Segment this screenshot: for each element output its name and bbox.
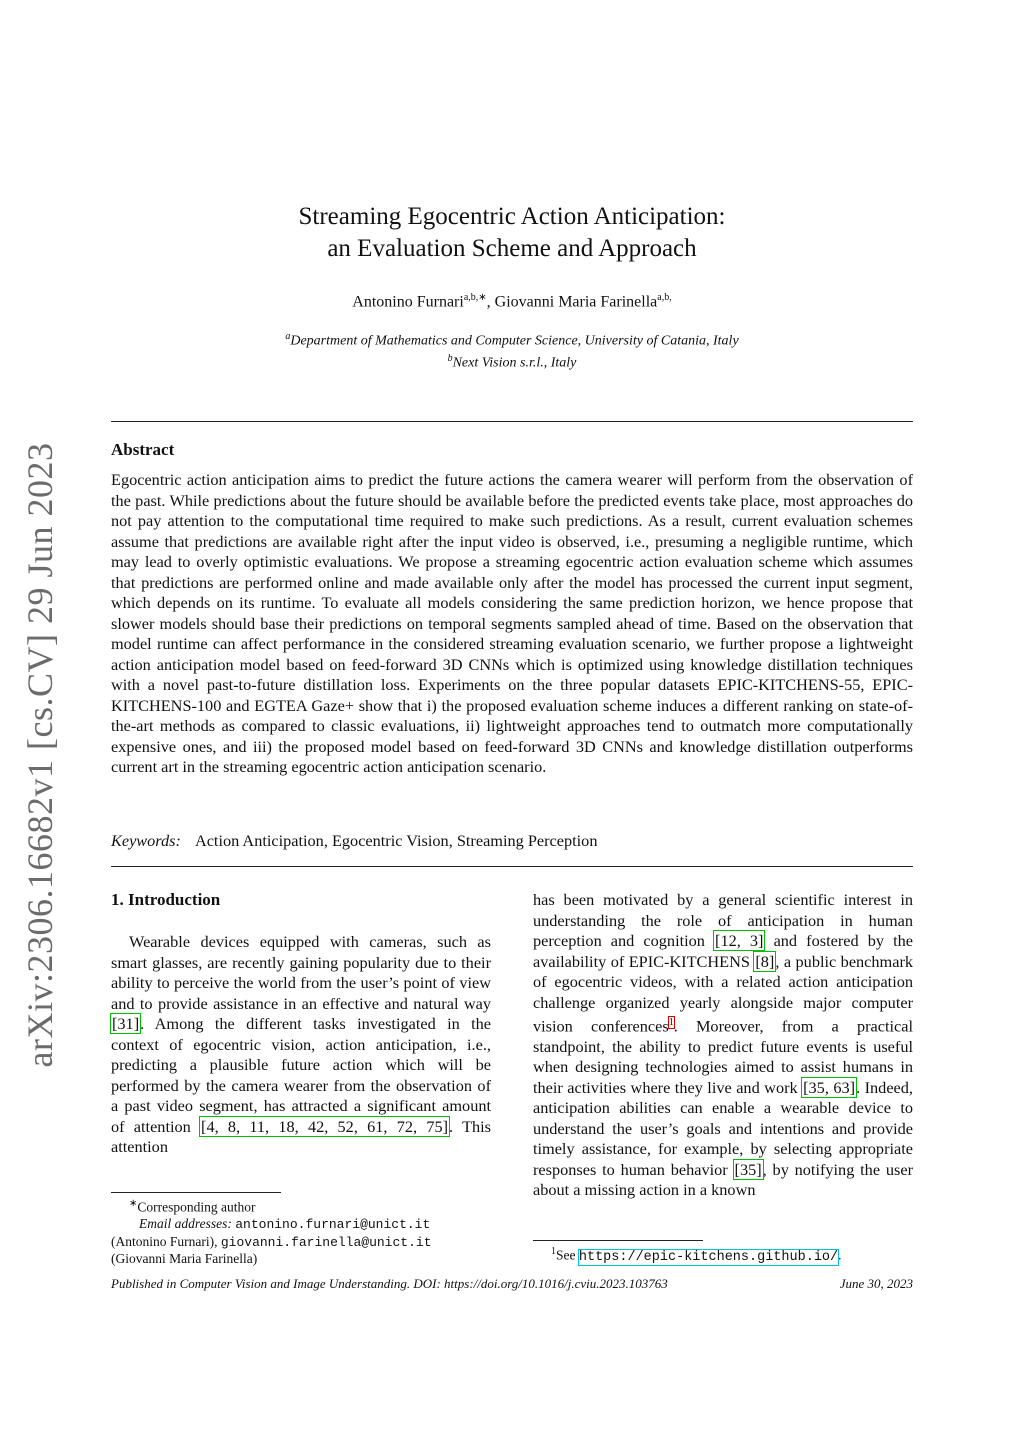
- email-link-1[interactable]: antonino.furnari@unict.it: [235, 1217, 431, 1232]
- page-footer: [111, 1276, 913, 1292]
- footnote-rule-left: [111, 1192, 281, 1193]
- author-2: Giovanni Maria Farinella: [494, 293, 658, 311]
- bottom-rule: [111, 866, 913, 867]
- citation-link[interactable]: [31]: [112, 1014, 140, 1033]
- arxiv-identifier: arXiv:2306.16682v1 [cs.CV] 29 Jun 2023: [20, 442, 60, 1068]
- section-heading: 1. Introduction: [111, 890, 221, 909]
- affiliation-a: [0, 328, 1024, 350]
- intro-text: . Among the different tasks investigated in the context of egocentric vision, action anticipation, i.e., predicting a plausible future action which will be performed by the camera wearer from the observation of a past video segment, has attracted a significant amount of attention: [111, 1014, 491, 1136]
- footnote-1: [551, 1244, 842, 1266]
- intro-text: and fostered by the availability of EPIC-KITCHENS: [533, 931, 913, 971]
- footnote-url-link[interactable]: https://epic-kitchens.github.io/: [578, 1249, 839, 1265]
- corresponding-text: Corresponding author: [137, 1199, 256, 1215]
- author-2-affil: a,b,: [657, 292, 672, 303]
- footer-publication: Published in Computer Vision and Image Understanding. DOI: https://doi.org/10.1016/j.cviu.2023.103763: [111, 1276, 668, 1291]
- intro-text: , by notifying the user about a missing action in a known: [533, 1159, 913, 1200]
- abstract-text: Egocentric action anticipation aims to predict the future actions the camera wearer will perform from the observation of the past. While predictions about the future should be available before the predicted events take place, most approaches do not pay attention to the computational time required to make such predictions. As a result, current evaluation schemes assume that predictions are available right after the input video is observed, i.e., presuming a negligible runtime, which may lead to overly optimistic evaluations. We propose a streaming egocentric action evaluation scheme which assumes that predictions are performed online and made available only after the model has processed the current input segment, which depends on its runtime. To evaluate all models considering the same prediction horizon, we hence propose that slower models should base their predictions on temporal segments sampled ahead of time. Based on the observation that model runtime can affect performance in the considered streaming evaluation scenario, we further propose a lightweight action anticipation model based on feed-forward 3D CNNs which is optimized using knowledge distillation techniques with a novel past-to-future distillation loss. Experiments on the three popular datasets EPIC-KITCHENS-55, EPIC-KITCHENS-100 and EGTEA Gaze+ show that i) the proposed evaluation scheme induces a different ranking on state-of-the-art methods as compared to classic evaluations, ii) lightweight approaches tend to outmatch more computationally expensive ones, and iii) the proposed model based on feed-forward 3D CNNs and knowledge distillation outperforms current art in the streaming egocentric action anticipation scenario.: [111, 470, 913, 776]
- affiliations: [0, 328, 1024, 371]
- affiliation-b-mark: b: [447, 352, 453, 364]
- footnote-rule-right: [533, 1240, 703, 1241]
- citation-link[interactable]: [35, 63]: [803, 1077, 856, 1097]
- paper-title: [0, 201, 1024, 265]
- email-2-owner: (Giovanni Maria Farinella): [111, 1251, 258, 1266]
- intro-text: Wearable devices equipped with cameras, such as smart glasses, are recently gaining popularity due to their ability to perceive the world from the user’s point of view and to provide assistance in an effective and natural way: [111, 932, 491, 1013]
- affiliation-b: [0, 350, 1024, 372]
- citation-link[interactable]: [8]: [755, 951, 775, 971]
- intro-text: . Moreover, from a practical standpoint, the ability to predict future events is useful when designing technologies aimed to assist humans in their activities where they live and work: [533, 1016, 913, 1097]
- intro-right-column: [533, 890, 913, 1201]
- author-separator: ,: [486, 293, 495, 311]
- footnote-1-end: .: [838, 1247, 842, 1263]
- citation-link[interactable]: [4, 8, 11, 18, 42, 52, 61, 72, 75]: [201, 1116, 449, 1136]
- footer-date: June 30, 2023: [839, 1276, 913, 1291]
- title-line-2: an Evaluation Scheme and Approach: [327, 235, 697, 262]
- affiliation-a-mark: a: [285, 331, 291, 342]
- email-link-2[interactable]: giovanni.farinella@unict.it: [220, 1234, 432, 1250]
- author-list: [0, 292, 1024, 311]
- author-1: Antonino Furnari: [352, 293, 464, 311]
- keywords-text: Action Anticipation, Egocentric Vision, Streaming Perception: [194, 831, 598, 850]
- email-label: Email addresses:: [139, 1216, 232, 1231]
- abstract-heading: Abstract: [111, 440, 175, 459]
- intro-text: , a public benchmark of egocentric videos, with a related action anticipation challenge organized yearly alongside major computer vision conferences: [533, 951, 914, 1036]
- keywords: [111, 831, 913, 851]
- intro-text: . This attention: [111, 1116, 492, 1156]
- footnote-1-see: See: [556, 1247, 579, 1263]
- corresponding-mark: ∗: [129, 1198, 138, 1209]
- email-1-owner: (Antonino Furnari),: [111, 1233, 218, 1249]
- footnote-1-mark: 1: [551, 1246, 556, 1257]
- affiliation-b-text: Next Vision s.r.l., Italy: [452, 355, 577, 371]
- citation-link[interactable]: [12, 3]: [715, 931, 764, 950]
- intro-left-column: [111, 932, 491, 1158]
- top-rule: [111, 421, 913, 422]
- intro-text: has been motivated by a general scientific interest in understanding the role of anticipation in human perception and cognition: [533, 890, 913, 950]
- title-line-1: Streaming Egocentric Action Anticipation:: [298, 203, 726, 230]
- keywords-label: Keywords:: [111, 831, 181, 850]
- intro-text: . Indeed, anticipation abilities can enable a wearable device to understand the user’s goals and intentions and provide timely assistance, for example, by selecting appropriate responses to human behavior: [533, 1077, 913, 1179]
- corresponding-footnote: [111, 1196, 491, 1268]
- arxiv-sidebar: [10, 442, 70, 1068]
- footnote-ref[interactable]: 1: [668, 1017, 674, 1028]
- author-1-affil: a,b,∗: [463, 292, 487, 303]
- affiliation-a-text: Department of Mathematics and Computer Science, University of Catania, Italy: [290, 333, 739, 349]
- citation-link[interactable]: [35]: [734, 1159, 762, 1179]
